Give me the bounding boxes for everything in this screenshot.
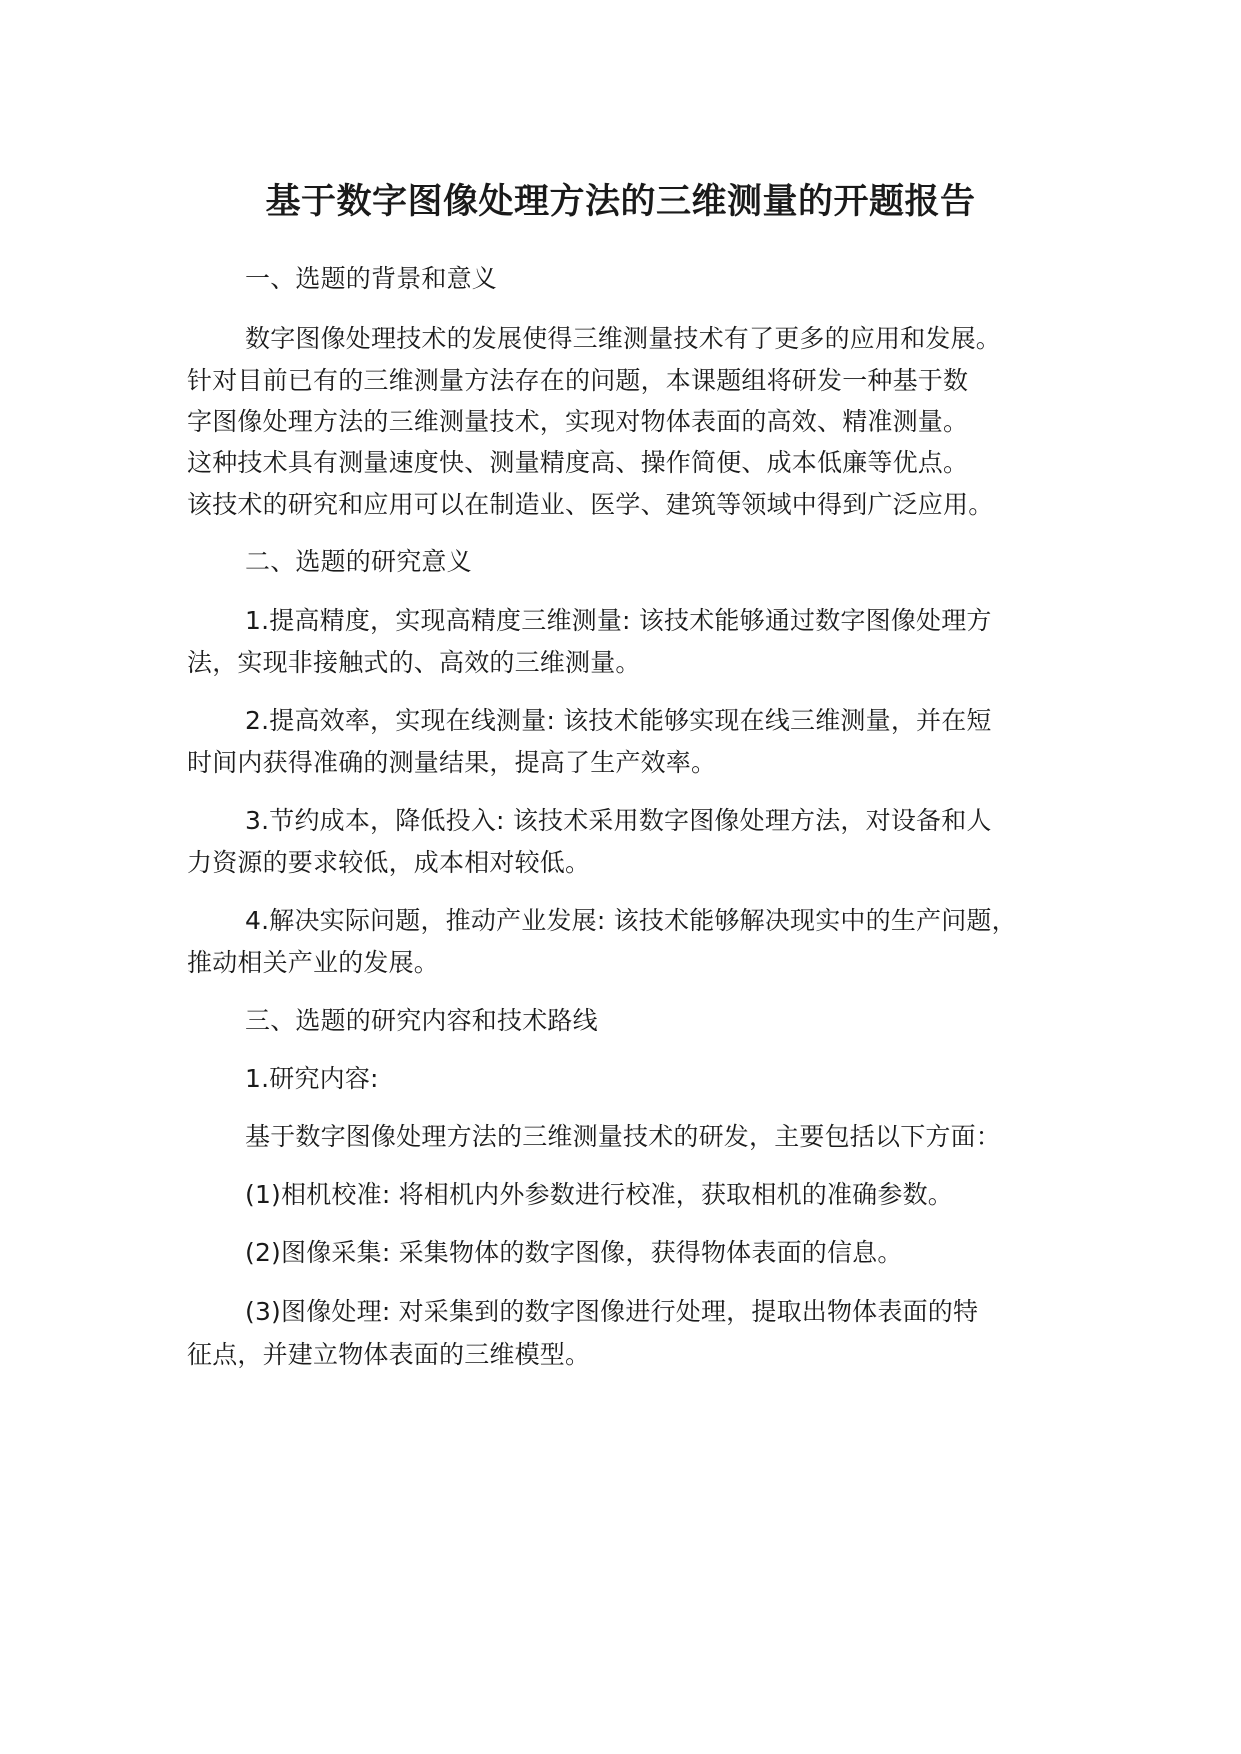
paragraph-line: 这种技术具有测量速度快、测量精度高、操作简便、成本低廉等优点。 (187, 448, 969, 477)
list-item-line: 征点，并建立物体表面的三维模型。 (187, 1340, 591, 1369)
paragraph-line: 针对目前已有的三维测量方法存在的问题，本课题组将研发一种基于数 (187, 366, 969, 395)
list-item-line: (1)相机校准: 将相机内外参数进行校准，获取相机的准确参数。 (245, 1180, 953, 1209)
subsection-heading: 1.研究内容: (245, 1064, 379, 1093)
list-item-line: (3)图像处理: 对采集到的数字图像进行处理，提取出物体表面的特 (245, 1297, 979, 1326)
paragraph-line: 字图像处理方法的三维测量技术，实现对物体表面的高效、精准测量。 (187, 407, 969, 436)
list-item-line: 2.提高效率，实现在线测量: 该技术能够实现在线三维测量，并在短 (245, 706, 992, 735)
paragraph-line: 基于数字图像处理方法的三维测量技术的研发，主要包括以下方面： (245, 1122, 1002, 1151)
section-heading-background: 一、选题的背景和意义 (245, 264, 498, 293)
list-item-line: (2)图像采集: 采集物体的数字图像，获得物体表面的信息。 (245, 1238, 903, 1267)
list-item-line: 推动相关产业的发展。 (187, 948, 440, 977)
list-item-line: 1.提高精度，实现高精度三维测量: 该技术能够通过数字图像处理方 (245, 606, 992, 635)
list-item-line: 4.解决实际问题，推动产业发展: 该技术能够解决现实中的生产问题， (245, 906, 1017, 935)
section-heading-significance: 二、选题的研究意义 (245, 547, 472, 576)
paragraph-line: 该技术的研究和应用可以在制造业、医学、建筑等领域中得到广泛应用。 (187, 490, 994, 519)
section-heading-content: 三、选题的研究内容和技术路线 (245, 1006, 598, 1035)
list-item-line: 力资源的要求较低，成本相对较低。 (187, 848, 591, 877)
list-item-line: 时间内获得准确的测量结果，提高了生产效率。 (187, 748, 717, 777)
list-item-line: 3.节约成本，降低投入: 该技术采用数字图像处理方法，对设备和人 (245, 806, 992, 835)
list-item-line: 法，实现非接触式的、高效的三维测量。 (187, 648, 641, 677)
document-title: 基于数字图像处理方法的三维测量的开题报告 (265, 182, 976, 222)
paragraph-line: 数字图像处理技术的发展使得三维测量技术有了更多的应用和发展。 (245, 324, 1002, 353)
